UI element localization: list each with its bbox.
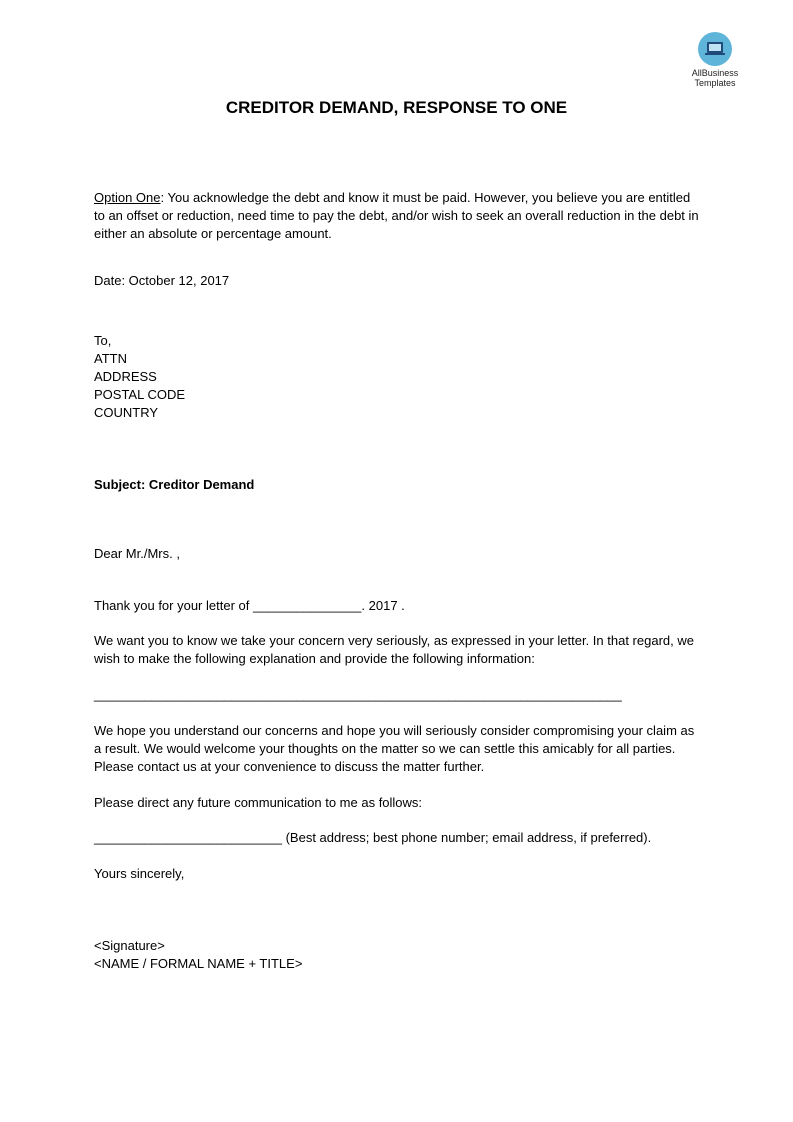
contact-line: __________________________ (Best address; best phone number; email address, if preferred). — [94, 830, 652, 845]
address-line: ADDRESS — [94, 369, 157, 384]
logo-line-2: Templates — [694, 78, 736, 88]
option-paragraph — [94, 189, 704, 243]
closing-line: Yours sincerely, — [94, 866, 185, 881]
subject-line: Subject: Creditor Demand — [94, 477, 255, 492]
signature-line: <Signature> — [94, 938, 165, 953]
option-label: Option One — [94, 190, 161, 205]
option-text: : You acknowledge the debt and know it must be paid. However, you believe you are entitled to an offset or reduction, need time to pay the debt, and/or wish to seek an overall reduction in the debt in either an absolute or percentage amount. — [94, 190, 699, 241]
laptop-icon — [698, 32, 732, 66]
brand-logo — [680, 32, 750, 88]
document-title: CREDITOR DEMAND, RESPONSE TO ONE — [225, 98, 568, 117]
address-line: ATTN — [94, 351, 127, 366]
address-block — [94, 332, 704, 422]
hope-paragraph: We hope you understand our concerns and hope you will seriously consider compromising your claim as a result. We would welcome your thoughts on the matter so we can settle this amicably for all parties. Please contact us at your convenience to discuss the matter further. — [94, 723, 695, 774]
thanks-paragraph: Thank you for your letter of _______________. 2017 . — [94, 598, 405, 613]
name-title-line: <NAME / FORMAL NAME + TITLE> — [94, 956, 303, 971]
concern-paragraph: We want you to know we take your concern very seriously, as expressed in your letter. In that regard, we wish to make the following explanation and provide the following information: — [94, 633, 694, 666]
logo-line-1: AllBusiness — [691, 68, 739, 78]
date-line: Date: October 12, 2017 — [94, 273, 230, 288]
salutation: Dear Mr./Mrs. , — [94, 546, 180, 561]
address-line: COUNTRY — [94, 405, 159, 420]
logo-text — [680, 68, 750, 88]
address-line: POSTAL CODE — [94, 387, 186, 402]
direct-paragraph: Please direct any future communication to me as follows: — [94, 795, 423, 810]
explanation-blank-line: _________________________________________________________________________ — [94, 687, 622, 702]
address-line: To, — [94, 333, 112, 348]
